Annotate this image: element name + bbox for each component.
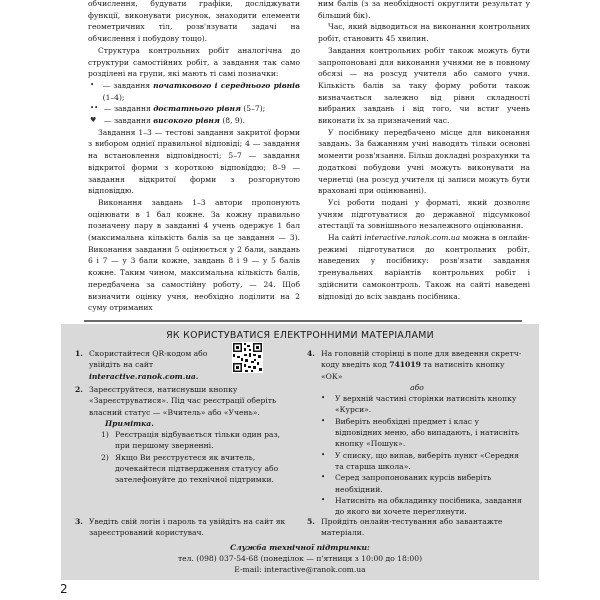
bullet-high-level: ♥ — завдання високого рівня (8, 9). bbox=[90, 116, 246, 126]
step-4: 4. На головній сторінці в поле для введення скретч-коду введіть код 741019 та натисніть кнопку «ОК» або • У верхній частині сторінки натисніть кнопку «Курси». • Виберіть необхідні предмет і клас у відповідних меню, або випадають, і натисніть кнопку «Пошук». • У списку, що випав, виберіть пункт «Середня та старша школа». • Серед запропонованих курсів виберіть необхідний. • Натисніть на обкладинку посібника, завдання до якого ви хочете переглянути. bbox=[307, 348, 527, 517]
right-paragraph-4: У посібнику передбачено місце для виконання завдань. За бажанням учні наводять тільки основні моменти розв'язання. Більш докладні розрахунки та додаткові побудови учні можуть виконувати на чернетці (на розсуд учителя ці записи можуть бути враховані при оцінюванні). bbox=[318, 127, 530, 196]
electronic-materials-box bbox=[61, 324, 539, 580]
bullet-dot-icon: • bbox=[90, 80, 95, 89]
support-email: E-mail: interactive@ranok.com.ua bbox=[234, 565, 366, 574]
bullet-dot-icon: • bbox=[321, 473, 326, 482]
right-paragraph-1: ним балів (з за необхідності округлити результат у більший бік). bbox=[318, 0, 530, 20]
list-item: • Натисніть на обкладинку посібника, завдання до якого ви хочете переглянути. bbox=[321, 495, 522, 517]
scratch-code: 741019 bbox=[389, 360, 421, 370]
support-phone: тел. (098) 037-54-68 (понеділок — п'ятниця з 10:00 до 18:00) bbox=[177, 554, 423, 563]
tech-support bbox=[61, 542, 539, 575]
step-1: 1. Скористайтеся QR-кодом або увійдіть на сайт interactive.ranok.com.ua. bbox=[75, 349, 208, 381]
step-2: 2. Зареєструйтеся, натиснувши кнопку «Зареєструватися». Під час реєстрації оберіть власний статус — «Вчитель» або «Учень». Примітка. 1) Реєстрація відбувається тільки один раз, при першому зверненні. 2) Якщо Ви реєструєтеся як вчитель, дочекайтеся підтвердження статусу або зателефонуйте до технічної підтримки. bbox=[75, 384, 295, 486]
course-steps-list bbox=[321, 393, 527, 517]
qr-code-icon[interactable] bbox=[232, 342, 263, 373]
bullet-dot-icon: • bbox=[321, 394, 326, 403]
note-list bbox=[101, 429, 295, 485]
support-title: Служба технічної підтримки: bbox=[230, 543, 370, 552]
list-item: • У списку, що випав, виберіть пункт «Середня та старша школа». bbox=[321, 450, 519, 471]
intro-paragraph-tail: обчислення, будувати графіки, досліджувати функції, виконувати рисунок, знаходити елементи геометричних тіл, розв'язувати задачі на обчислення і побудову тощо). bbox=[88, 0, 300, 44]
left-text-column bbox=[88, 0, 300, 314]
bullet-dot-icon: • bbox=[321, 416, 326, 425]
step-3: 3. Уведіть свій логін і пароль та увійдіть на сайт як зареєстрований користувач. bbox=[75, 517, 286, 538]
right-paragraph-6: На сайті interactive.ranok.com.ua можна в онлайн-режимі підготуватися до контрольних робіт, наведених у посібнику: розв'язати завдання тренувальних варіантів контрольних робіт і здійснити самоконтроль. Також на сайті наведені відповіді до всіх завдань посібника. bbox=[318, 233, 530, 301]
site-link[interactable]: interactive.ranok.com.ua. bbox=[89, 371, 199, 381]
tasks-paragraph: Завдання 1–3 — тестові завдання закритої форми з вибором однієї правильної відповіді; 4 — завдання на встановлення відповідності; 5–7 — завдання відкритої форми з короткою відповіддю; 8–9 — завдання відкритої форми з розгорнутою відповіддю. bbox=[88, 127, 300, 196]
right-paragraph-5: Усі роботи подані у форматі, який дозволяє учням підготуватися до державної підсумкової атестації та зовнішнього незалежного оцінювання. bbox=[318, 197, 530, 231]
box-title: ЯК КОРИСТУВАТИСЯ ЕЛЕКТРОННИМИ МАТЕРІАЛАМИ bbox=[166, 330, 434, 341]
bullet-dot-icon: • bbox=[321, 450, 326, 459]
note-title: Примітка. bbox=[105, 418, 154, 428]
list-item: • Серед запропонованих курсів виберіть необхідний. bbox=[321, 473, 492, 494]
step-5: 5. Пройдіть онлайн-тестування або завантажте матеріали. bbox=[307, 517, 503, 538]
bullet-sufficient-level: •• — завдання достатнього рівня (5–7); bbox=[90, 104, 266, 114]
list-item: • У верхній частині сторінки натисніть кнопку «Курси». bbox=[321, 394, 517, 415]
page-number: 2 bbox=[60, 582, 68, 596]
or-label: або bbox=[410, 382, 424, 392]
note-item: 2) Якщо Ви реєструєтеся як вчитель, дочекайтеся підтвердження статусу або зателефонуйте до технічної підтримки. bbox=[101, 452, 279, 485]
site-link[interactable]: interactive.ranok.com.ua bbox=[364, 233, 461, 243]
scoring-paragraph: Виконання завдань 1–3 автори пропонують оцінювати в 1 бал кожне. За кожну правильно позначену пару в завданні 4 учень одержує 1 бал (максимальна кількість балів за це завдання — 3). Виконання завдання 5 оцінюється у 2 бали, завдань 6 і 7 — у 3 бали кожне, завдань 8 і 9 — у 5 балів кожне. Таким чином, максимальна кількість балів, передбачена за самостійну роботу, — 24. Щоб визначити оцінку учня, необхідно поділити на 2 суму отриманих bbox=[88, 197, 300, 313]
right-paragraph-3: Завдання контрольних робіт також можуть бути запропоновані для виконання учнями не в повному обсязі — на розсуд учителя або самого учня. Кількість балів за таку форму роботи також визначається залежно від рівня складності вибраних завдань і від того, чи встиг учень виконати їх за призначений час. bbox=[318, 45, 530, 126]
bullet-dot-icon: • bbox=[321, 495, 326, 504]
bullet-heart-icon: ♥ bbox=[90, 116, 97, 125]
right-paragraph-2: Час, який відводиться на виконання контрольних робіт, становить 45 хвилин. bbox=[318, 22, 530, 44]
right-text-column bbox=[318, 0, 530, 302]
structure-paragraph: Структура контрольних робіт аналогічна до структури самостійних робіт, а завдання так само розділені на групи, які мають ті самі позначки: bbox=[88, 45, 300, 79]
bullet-basic-level: • — завдання початкового і середнього рівнів (1–4); bbox=[90, 80, 300, 102]
note-item: 1) Реєстрація відбувається тільки один раз, при першому зверненні. bbox=[101, 430, 281, 451]
bullet-double-dot-icon: •• bbox=[90, 104, 99, 113]
section-divider bbox=[84, 320, 522, 322]
list-item: • Виберіть необхідні предмет і клас у відповідних меню, або випадають, і натисніть кнопку «Пошук». bbox=[321, 416, 519, 449]
